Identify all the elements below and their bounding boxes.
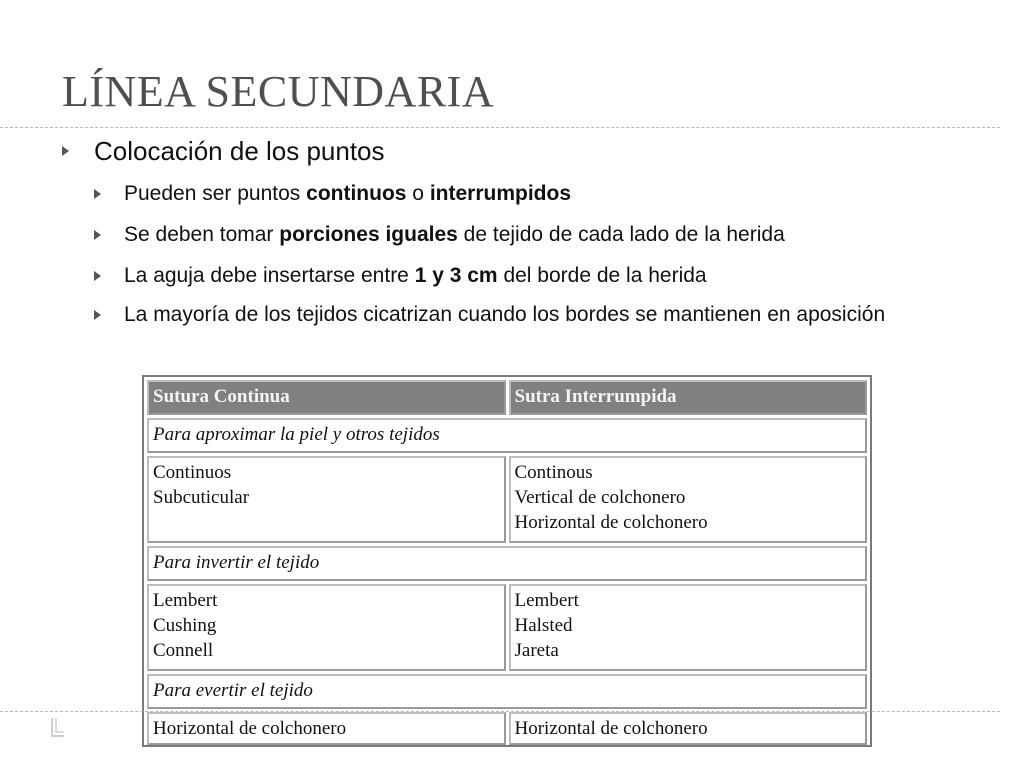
cell-line: Horizontal de colchonero [514,512,708,533]
cell-line: Vertical de colchonero [514,487,686,508]
table-section-row [147,418,867,453]
sub-bullet-2-bold: porciones iguales [279,223,458,246]
bullet-list [60,134,980,330]
triangle-bullet-icon [94,310,101,320]
bullet-main-text: Colocación de los puntos [94,136,385,166]
cell-line: Subcuticular [153,487,250,508]
table-row [147,712,867,745]
table-row [147,584,867,671]
table-header-row [147,380,867,415]
triangle-bullet-icon [94,189,101,199]
cell-line: Halsted [514,615,573,636]
sub-bullet-3 [60,261,980,291]
sub-bullet-1-bold-2: interrumpidos [429,182,572,205]
cell-evertir-continua: Horizontal de colchonero [147,712,506,745]
cell-line: Continous [514,462,593,483]
section-label-aproximar: Para aproximar la piel y otros tejidos [147,418,867,453]
title-divider [0,127,1000,128]
table-section-row [147,674,867,709]
sub-bullet-4 [60,300,980,330]
sub-bullet-1-text: Pueden ser puntos [124,182,307,205]
table-row [147,456,867,543]
section-label-invertir: Para invertir el tejido [147,546,867,581]
cell-line: Connell [153,640,214,661]
suture-table [142,375,872,747]
sub-bullet-3-text: La aguja debe insertarse entre [124,264,415,287]
cell-line: Lembert [514,590,579,611]
cell-invertir-continua [147,584,506,671]
triangle-bullet-icon [94,230,101,240]
bullet-main [60,134,980,168]
triangle-bullet-icon [94,271,101,281]
footer-divider [0,711,1000,712]
cell-invertir-interrumpida [509,584,868,671]
section-label-evertir: Para evertir el tejido [147,674,867,709]
sub-bullet-1-text-2: o [406,182,430,205]
header-interrumpida: Sutra Interrumpida [509,380,868,415]
suture-table-grid [144,377,870,748]
table-section-row [147,546,867,581]
sub-bullet-1-bold-1: continuos [306,182,407,205]
sub-bullet-2-text-2: de tejido de cada lado de la herida [457,223,785,246]
sub-bullet-2 [60,220,980,250]
cell-line: Cushing [153,615,217,636]
corner-bracket-icon [50,716,66,738]
sub-bullet-2-text: Se deben tomar [124,223,280,246]
header-continua: Sutura Continua [147,380,506,415]
cell-line: Lembert [153,590,218,611]
triangle-bullet-icon [62,146,69,156]
cell-line: Continuos [153,462,232,483]
cell-aproximar-interrumpida [509,456,868,543]
cell-aproximar-continua [147,456,506,543]
cell-line: Jareta [514,640,559,661]
sub-bullet-3-bold: 1 y 3 cm [414,264,498,287]
cell-evertir-interrumpida: Horizontal de colchonero [509,712,868,745]
slide-title: LÍNEA SECUNDARIA [62,67,495,116]
sub-bullet-1 [60,179,980,209]
sub-bullet-4-text: La mayoría de los tejidos cicatrizan cuando los bordes se mantienen en aposición [124,303,886,326]
sub-bullet-3-text-2: del borde de la herida [497,264,707,287]
